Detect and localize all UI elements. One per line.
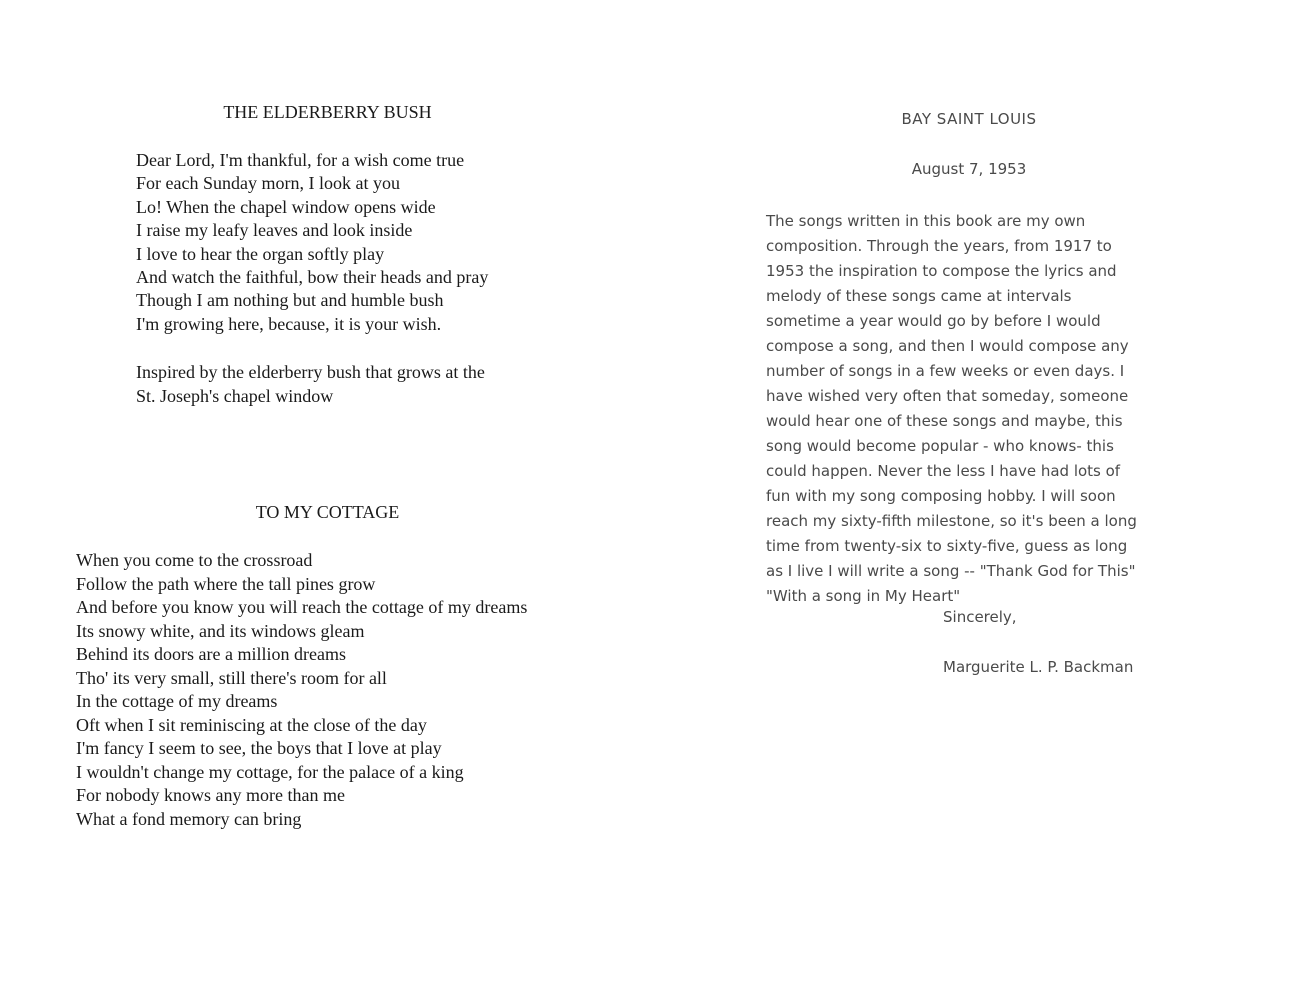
letter-line: compose a song, and then I would compose any — [766, 337, 1129, 355]
poem-title-elderberry-bush: THE ELDERBERRY BUSH — [223, 102, 432, 122]
poem-line: I wouldn't change my cottage, for the palace of a king — [76, 761, 464, 782]
poem-line: Its snowy white, and its windows gleam — [76, 620, 365, 641]
poem-line: I love to hear the organ softly play — [136, 243, 385, 264]
letter-line: time from twenty-six to sixty-five, guess as long — [766, 537, 1128, 555]
poem-line: In the cottage of my dreams — [76, 691, 278, 711]
right-page — [646, 0, 1292, 992]
poem-line: And before you know you will reach the cottage of my dreams — [76, 597, 528, 617]
note-line: St. Joseph's chapel window — [136, 385, 334, 406]
poem-line: Lo! When the chapel window opens wide — [136, 196, 436, 217]
letter-line: have wished very often that someday, someone — [766, 387, 1129, 405]
letter-closing: Sincerely, — [943, 608, 1017, 626]
note-line: Inspired by the elderberry bush that grows at the — [136, 362, 485, 382]
poem-line: For each Sunday morn, I look at you — [136, 173, 400, 194]
letter-line: fun with my song composing hobby. I will soon — [766, 487, 1116, 505]
poem-line: And watch the faithful, bow their heads and pray — [136, 267, 489, 288]
letter-line: could happen. Never the less I have had lots of — [766, 462, 1121, 480]
poem-to-my-cottage — [76, 549, 527, 831]
letter-line: melody of these songs came at intervals — [766, 287, 1072, 305]
poem-line: Follow the path where the tall pines grow — [76, 573, 376, 594]
poem-line: Though I am nothing but and humble bush — [136, 290, 444, 311]
letter-line: song would become popular - who knows- this — [766, 437, 1114, 455]
letter-line: as I live I will write a song -- "Thank God for This" — [766, 562, 1136, 580]
poem-elderberry-bush — [136, 149, 488, 336]
poem-inspiration-note — [136, 361, 485, 408]
poem-line: Dear Lord, I'm thankful, for a wish come true — [136, 150, 465, 170]
letter-line: would hear one of these songs and maybe, this — [766, 412, 1123, 430]
poem-line: For nobody knows any more than me — [76, 785, 345, 805]
letter-line: 1953 the inspiration to compose the lyrics and — [766, 262, 1117, 280]
poem-line: Tho' its very small, still there's room for all — [76, 667, 387, 688]
letter-line: sometime a year would go by before I would — [766, 312, 1101, 330]
letter-line: "With a song in My Heart" — [766, 587, 961, 605]
letter-line: number of songs in a few weeks or even days. I — [766, 362, 1125, 380]
poem-line: I'm fancy I seem to see, the boys that I love at play — [76, 738, 442, 758]
letter-signature: Marguerite L. P. Backman — [943, 658, 1134, 676]
poem-title-to-my-cottage: TO MY COTTAGE — [255, 502, 400, 522]
poem-line: When you come to the crossroad — [76, 550, 313, 570]
letter-line: composition. Through the years, from 1917 to — [766, 237, 1112, 255]
letter-line: reach my sixty-fifth milestone, so it's been a long — [766, 512, 1137, 530]
letter-body — [766, 209, 1137, 609]
poem-line: Behind its doors are a million dreams — [76, 644, 346, 664]
poem-line: I'm growing here, because, it is your wish. — [136, 313, 442, 334]
poem-line: Oft when I sit reminiscing at the close of the day — [76, 714, 427, 735]
letter-line: The songs written in this book are my own — [766, 212, 1086, 230]
poem-line: I raise my leafy leaves and look inside — [136, 220, 413, 241]
letter-heading: BAY SAINT LOUIS — [901, 110, 1037, 128]
letter-date: August 7, 1953 — [911, 160, 1027, 178]
poem-line: What a fond memory can bring — [76, 808, 302, 829]
